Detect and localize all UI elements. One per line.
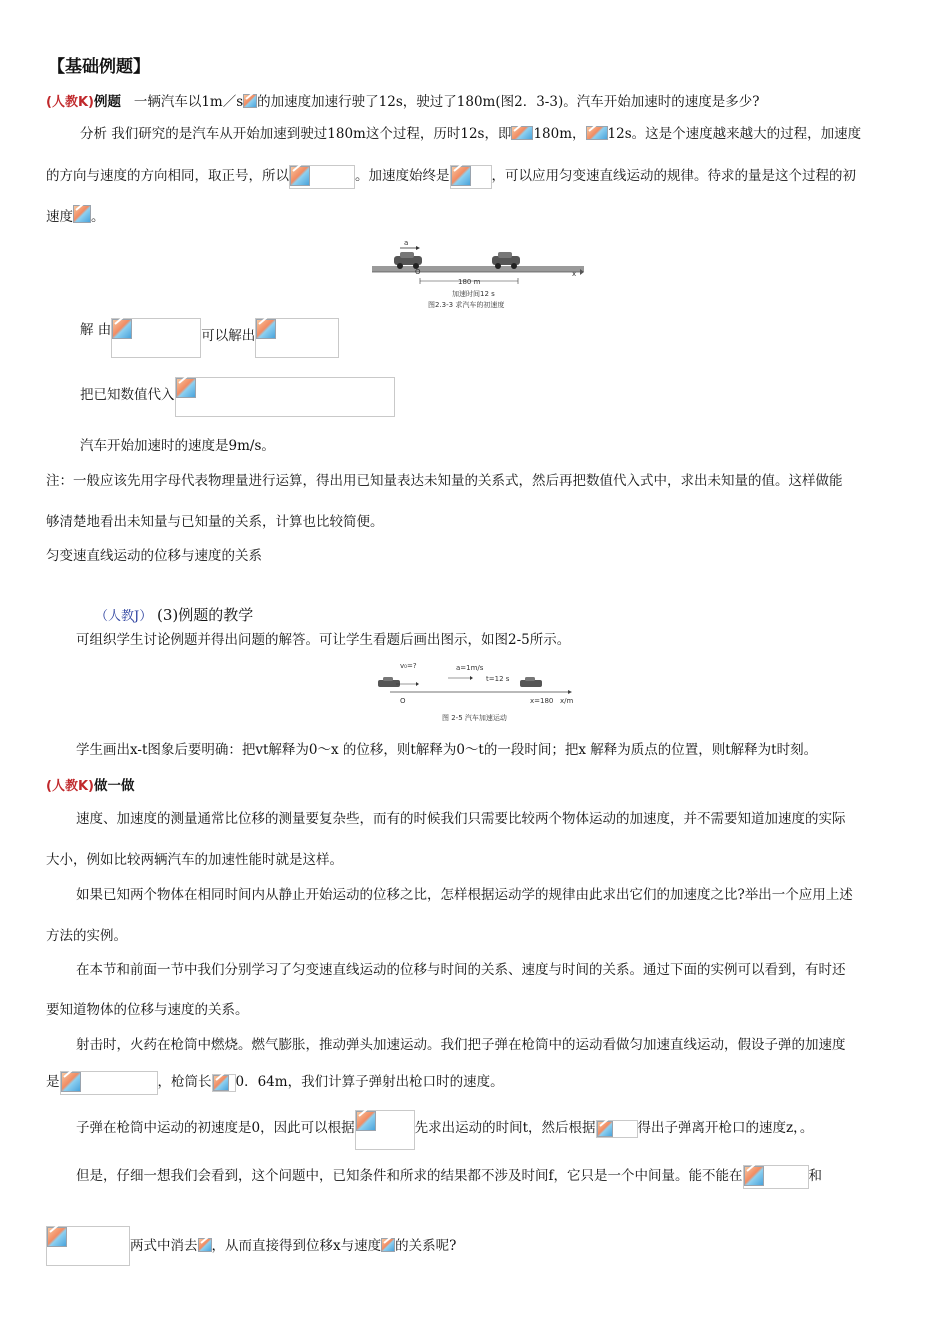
practice-p6: 但是，仔细一想我们会看到，这个问题中，已知条件和所求的结果都不涉及时间f，它只是一个中间量。能不能在 和 [76, 1164, 822, 1189]
example-question [46, 90, 759, 110]
practice-p2-l2: 方法的实例。 [46, 928, 127, 944]
note-line-2: 够清楚地看出未知量与已知量的关系，计算也比较简便。 [46, 514, 384, 530]
practice-p4-l1: 射击时，火药在枪筒中燃烧。燃气膨胀，推动弹头加速运动。我们把子弹在枪筒中的运动看做匀加速直线运动，假设子弹的加速度 [76, 1037, 846, 1053]
source-tag-j: （人教J） [95, 609, 153, 624]
car-motion-figure [374, 658, 574, 724]
practice-p3-l1: 在本节和前面一节中我们分别学习了匀变速直线运动的位移与时间的关系、速度与时间的关系。通过下面的实例可以看到，有时还 [76, 962, 846, 978]
formula-image-icon [356, 1111, 376, 1131]
teaching-line-1: 可组织学生讨论例题并得出问题的解答。可让学生看题后画出图示，如图2-5所示。 [76, 632, 571, 648]
solution-result: 汽车开始加速时的速度是9m/s。 [80, 438, 275, 454]
analysis-line-3: 速度 。 [46, 205, 105, 225]
formula-image-icon [381, 1238, 395, 1252]
formula-image-icon [176, 378, 196, 398]
formula-image-icon [586, 126, 608, 140]
formula-image-icon [256, 319, 276, 339]
formula-image-icon [290, 166, 310, 186]
acceleration-label: a=1m/s [456, 664, 484, 672]
road [372, 266, 584, 272]
practice-label: 做一做 [93, 778, 135, 794]
formula-box [450, 165, 492, 189]
practice-p4-l2: 是 ，枪筒长 0．64m，我们计算子弹射出枪口时的速度。 [46, 1070, 504, 1095]
formula-image-icon [112, 319, 132, 339]
formula-box [111, 318, 201, 358]
figure-caption: 图 2-5 汽车加速运动 [442, 714, 507, 722]
formula-box [289, 165, 355, 189]
formula-image-icon [511, 126, 533, 140]
x-label: x [572, 270, 577, 278]
position-label: x=180 [530, 697, 554, 705]
xt-explanation: 学生画出x-t图象后要明确：把vt解释为0～x 的位移，则t解释为0～t的一段时间；把x 解释为质点的位置，则t解释为t时刻。 [76, 742, 818, 758]
formula-image-icon [243, 94, 257, 108]
question-text: 一辆汽车以1m／s [133, 94, 244, 110]
source-tag: (人教K) [46, 95, 94, 110]
formula-image-icon [451, 166, 471, 186]
formula-image-icon [198, 1238, 212, 1252]
car-end [520, 677, 542, 687]
formula-image-icon [597, 1121, 613, 1137]
initial-velocity-label: v₀=? [400, 662, 417, 670]
practice-heading [46, 774, 134, 794]
practice-p2-l1: 如果已知两个物体在相同时间内从静止开始运动的位移之比，怎样根据运动学的规律由此求出它们的加速度之比?举出一个应用上述 [76, 887, 853, 903]
origin-label: O [400, 697, 406, 705]
origin-label: O [415, 268, 421, 276]
formula-box [212, 1074, 236, 1092]
formula-box [46, 1226, 130, 1266]
practice-p1-l1: 速度、加速度的测量通常比位移的测量要复杂些，而有的时候我们只需要比较两个物体运动的加速度，并不需要知道加速度的实际 [76, 811, 846, 827]
analysis-line-2: 的方向与速度的方向相同，取正号，所以 。加速度始终是 ，可以应用匀变速直线运动的规律。待求的量是这个过程的初 [46, 164, 856, 189]
formula-box [355, 1110, 415, 1150]
axis-unit-label: x/m [560, 697, 574, 705]
formula-image-icon [73, 205, 91, 223]
figure-caption: 图2.3-3 求汽车的初速度 [428, 301, 505, 309]
question-text-cont: 的加速度加速行驶了12s，驶过了180m(图2．3-3)。汽车开始加速时的速度是多少? [257, 94, 760, 110]
solution-line-1: 解 由 可以解出 [80, 318, 339, 358]
car-start [378, 677, 400, 687]
formula-image-icon [744, 1166, 764, 1186]
formula-box [60, 1071, 158, 1095]
formula-image-icon [47, 1227, 67, 1247]
section-title: 匀变速直线运动的位移与速度的关系 [46, 548, 262, 564]
formula-box [175, 377, 395, 417]
source-tag: (人教K) [46, 779, 94, 794]
time-label: 加速时间12 s [452, 290, 495, 298]
teaching-title: （人教J） (3)例题的教学 [95, 606, 254, 624]
practice-p5: 子弹在枪筒中运动的初速度是0，因此可以根据 先求出运动的时间t，然后根据 得出子弹离开枪口的速度z，。 [76, 1110, 813, 1150]
formula-image-icon [61, 1072, 81, 1092]
practice-p3-l2: 要知道物体的位移与速度的关系。 [46, 1002, 249, 1018]
car-acceleration-figure [370, 236, 586, 314]
example-label: 例题 [93, 94, 121, 110]
formula-box [743, 1165, 809, 1189]
time-label: t=12 s [486, 675, 510, 683]
section-heading: 【基础例题】 [48, 57, 150, 77]
note-line-1: 注：一般应该先用字母代表物理量进行运算，得出用已知量表达未知量的关系式，然后再把数值代入式中，求出未知量的值。这样做能 [46, 473, 843, 489]
solution-line-2: 把已知数值代入 [80, 377, 395, 417]
practice-p1-l2: 大小，例如比较两辆汽车的加速性能时就是这样。 [46, 852, 343, 868]
practice-p7: 两式中消去 ，从而直接得到位移x与速度 的关系呢? [46, 1226, 456, 1266]
formula-image-icon [213, 1075, 229, 1091]
acceleration-label: a [404, 239, 409, 247]
formula-box [596, 1120, 638, 1138]
formula-box [255, 318, 339, 358]
analysis-line-1: 分析 我们研究的是汽车从开始加速到驶过180m这个过程，历时12s，即 180m， 12s。这是个速度越来越大的过程，加速度 [80, 126, 862, 142]
distance-label: 180 m [458, 278, 481, 286]
